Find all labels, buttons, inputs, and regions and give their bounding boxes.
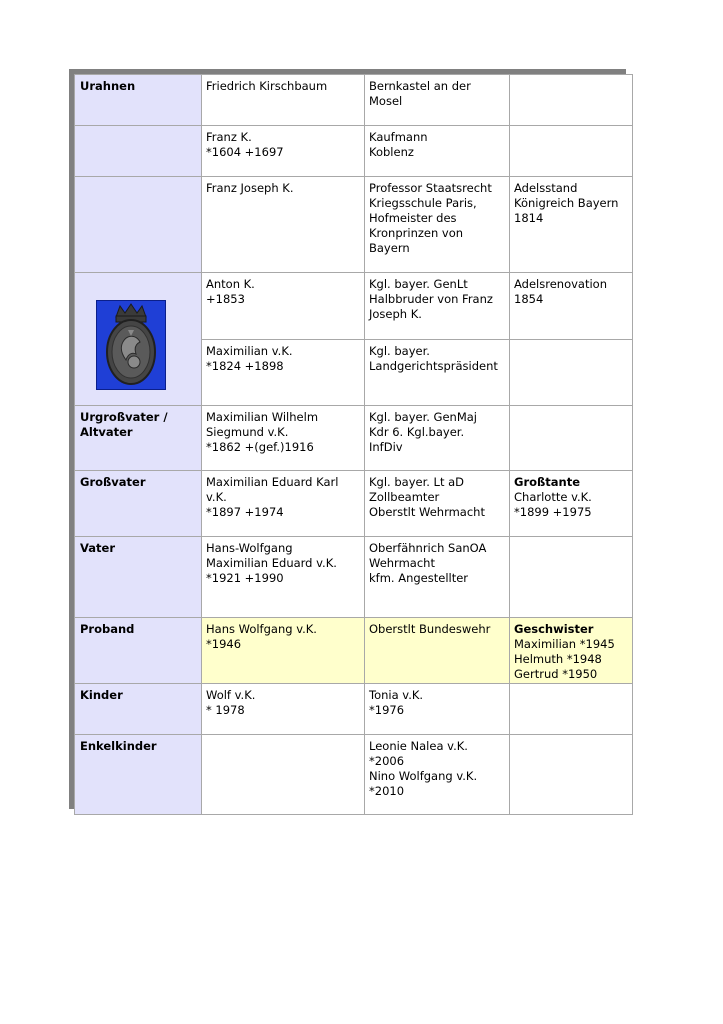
person-extra xyxy=(510,75,633,126)
table-row xyxy=(75,273,633,340)
person-info: Kaufmann Koblenz xyxy=(365,126,510,177)
generation-label xyxy=(75,126,202,177)
person-name: Hans Wolfgang v.K. *1946 xyxy=(202,618,365,684)
person-name: Hans-Wolfgang Maximilian Eduard v.K. *1921 +1990 xyxy=(202,537,365,618)
coat-of-arms-cell xyxy=(75,273,202,406)
generation-label: Enkelkinder xyxy=(75,735,202,815)
generation-label: Großvater xyxy=(75,471,202,537)
table-row xyxy=(75,735,633,815)
extra-title: Geschwister xyxy=(514,622,594,636)
person-name xyxy=(202,735,365,815)
table-row xyxy=(75,406,633,471)
person-extra: Adelsstand Königreich Bayern 1814 xyxy=(510,177,633,273)
person-info: Kgl. bayer. GenLt Halbbruder von Franz Joseph K. xyxy=(365,273,510,340)
person-extra xyxy=(510,684,633,735)
person-extra xyxy=(510,618,633,684)
person-name: Friedrich Kirschbaum xyxy=(202,75,365,126)
table-row xyxy=(75,177,633,273)
person-name: Maximilian Eduard Karl v.K. *1897 +1974 xyxy=(202,471,365,537)
generation-label xyxy=(75,177,202,273)
person-info: Tonia v.K. *1976 xyxy=(365,684,510,735)
person-extra xyxy=(510,126,633,177)
person-name: Wolf v.K. * 1978 xyxy=(202,684,365,735)
person-extra xyxy=(510,537,633,618)
table-row-proband xyxy=(75,618,633,684)
table-row xyxy=(75,75,633,126)
person-info: Professor Staatsrecht Kriegsschule Paris, Hofmeister des Kronprinzen von Bayern xyxy=(365,177,510,273)
person-name: Anton K. +1853 xyxy=(202,273,365,340)
table-row xyxy=(75,126,633,177)
coat-of-arms-icon xyxy=(96,300,166,390)
generation-label: Vater xyxy=(75,537,202,618)
person-info: Kgl. bayer. Landgerichtspräsident xyxy=(365,339,510,406)
person-info: Kgl. bayer. Lt aD Zollbeamter Oberstlt Wehrmacht xyxy=(365,471,510,537)
person-info: Oberstlt Bundeswehr xyxy=(365,618,510,684)
person-info: Oberfähnrich SanOA Wehrmacht kfm. Angestellter xyxy=(365,537,510,618)
table-row xyxy=(75,684,633,735)
person-info: Bernkastel an der Mosel xyxy=(365,75,510,126)
generation-label: Proband xyxy=(75,618,202,684)
genealogy-table xyxy=(74,74,633,815)
generation-label: Urgroßvater / Altvater xyxy=(75,406,202,471)
person-name: Franz K. *1604 +1697 xyxy=(202,126,365,177)
generation-label: Kinder xyxy=(75,684,202,735)
person-name: Maximilian Wilhelm Siegmund v.K. *1862 +(gef.)1916 xyxy=(202,406,365,471)
table-row xyxy=(75,471,633,537)
person-name: Franz Joseph K. xyxy=(202,177,365,273)
person-name: Maximilian v.K. *1824 +1898 xyxy=(202,339,365,406)
extra-text: Maximilian *1945 Helmuth *1948 Gertrud *1950 xyxy=(514,637,615,681)
person-extra xyxy=(510,406,633,471)
person-info: Kgl. bayer. GenMaj Kdr 6. Kgl.bayer. InfDiv xyxy=(365,406,510,471)
generation-label: Urahnen xyxy=(75,75,202,126)
extra-title: Großtante xyxy=(514,475,581,489)
person-info: Leonie Nalea v.K. *2006 Nino Wolfgang v.K. *2010 xyxy=(365,735,510,815)
person-extra xyxy=(510,735,633,815)
person-extra: Adelsrenovation 1854 xyxy=(510,273,633,340)
extra-text: Charlotte v.K. *1899 +1975 xyxy=(514,490,592,519)
genealogy-sheet xyxy=(74,74,632,815)
table-row xyxy=(75,537,633,618)
person-extra xyxy=(510,471,633,537)
person-extra xyxy=(510,339,633,406)
